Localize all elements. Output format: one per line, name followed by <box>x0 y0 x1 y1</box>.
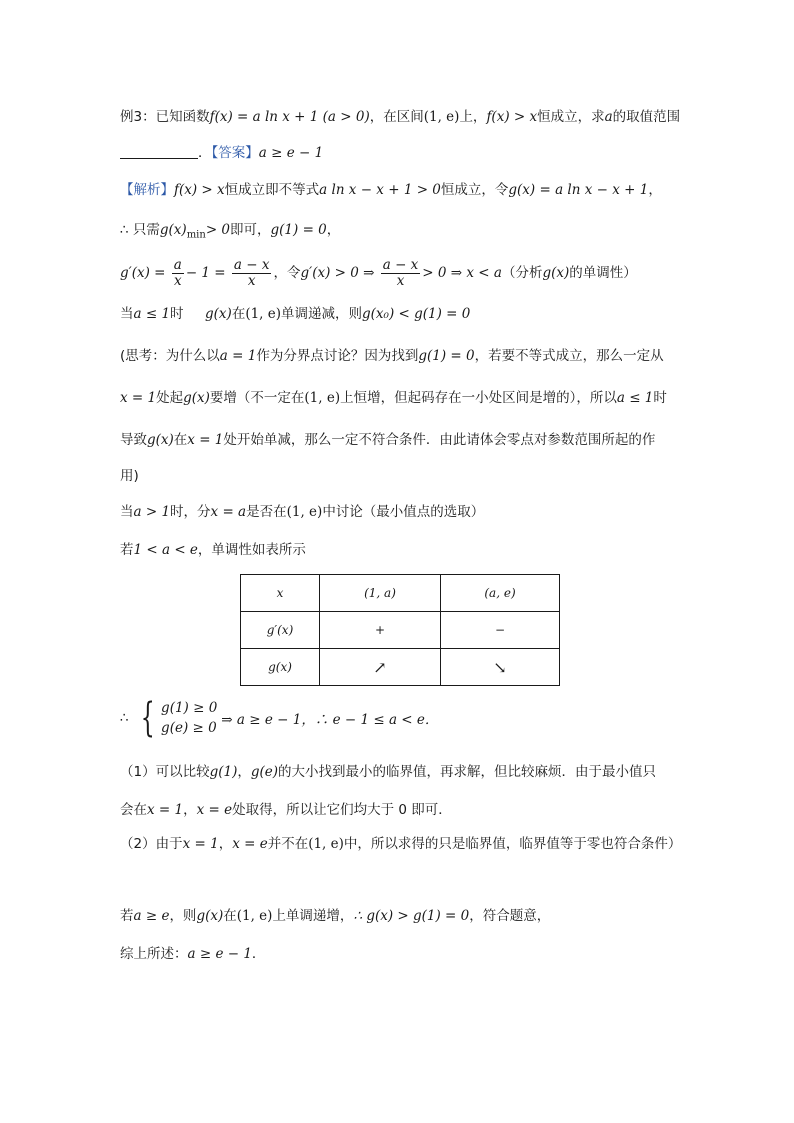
math: g(x) <box>205 306 232 322</box>
text: 当 <box>120 504 134 520</box>
math: (1, e) <box>286 504 323 520</box>
math: g(x₀) < g(1) = 0 <box>362 306 471 322</box>
text: ，单调性如表所示 <box>197 542 306 558</box>
problem-line <box>120 107 680 127</box>
condition: f(x) > x <box>486 109 538 125</box>
table-cell: + <box>320 612 441 649</box>
function-definition: f(x) = a ln x + 1 (a > 0) <box>209 109 370 125</box>
table-cell: g(x) <box>241 649 320 686</box>
math: g′(x) = <box>120 265 166 281</box>
text: ， <box>237 764 251 780</box>
math: x = 1 <box>147 802 184 818</box>
math: ⇒ a ≥ e − 1，∴ e − 1 ≤ a < e． <box>221 712 439 728</box>
math: a ≤ 1 <box>133 306 171 322</box>
inequality-system <box>120 695 439 741</box>
text: ，若要不等式成立，那么一定从 <box>474 348 664 364</box>
math: g(x) <box>147 432 174 448</box>
therefore-symbol: ∴ <box>120 710 129 726</box>
answer-tag: 【答案】 <box>211 145 259 161</box>
numerator: a − x <box>382 256 419 273</box>
text: 的大小找到最小的临界值，再求解，但比较麻烦．由于最小值只 <box>278 764 657 780</box>
text: 恒成立，令 <box>440 182 509 198</box>
analysis-line-4 <box>120 304 470 324</box>
thinking-line-2 <box>120 388 667 408</box>
text: ∴ 只需 <box>120 222 160 238</box>
note-line-3 <box>120 834 681 854</box>
text: 处取得，所以让它们均大于 0 即可． <box>232 802 452 818</box>
text: 单调递减，则 <box>281 306 363 322</box>
fraction <box>232 258 272 289</box>
text: 当 <box>120 306 134 322</box>
text: 作为分界点讨论？因为找到 <box>256 348 419 364</box>
math: (1, e) <box>304 390 341 406</box>
thinking-line-4 <box>120 466 139 486</box>
text: ， <box>326 222 341 238</box>
math: g(x) <box>542 265 570 281</box>
text: 会在 <box>120 802 147 818</box>
text: 综上所述： <box>120 946 188 962</box>
text: (思考：为什么以 <box>120 348 220 364</box>
subscript-min: min <box>186 229 206 241</box>
monotonicity-table <box>240 574 560 686</box>
text: ，令 <box>273 265 301 281</box>
math: (1, e) <box>245 306 282 322</box>
text: ， <box>183 802 197 818</box>
analysis-tag: 【解析】 <box>120 182 174 198</box>
final-line-1 <box>120 906 550 926</box>
table-cell: (a, e) <box>441 575 560 612</box>
math: g(x) <box>183 390 210 406</box>
table-cell: x <box>241 575 320 612</box>
math: g(x) <box>159 222 187 238</box>
denominator: x <box>247 272 256 289</box>
text: 即可， <box>230 222 271 238</box>
text: 上恒增，但起码存在一小处区间是增的），所以 <box>340 390 617 406</box>
math: 1 < a < e <box>133 542 198 558</box>
text: ，符合题意， <box>469 908 551 924</box>
text: ，在区间 <box>369 109 424 125</box>
equation: g(e) ≥ 0 <box>161 720 217 736</box>
math: g(x) <box>196 908 224 924</box>
text: 要增（不一定在 <box>209 390 305 406</box>
fraction <box>172 258 184 289</box>
text: （1）可以比较 <box>120 764 210 780</box>
numerator: a − x <box>233 256 270 273</box>
math: x = e <box>232 836 268 852</box>
math: x = a <box>210 504 247 520</box>
math: g(1) <box>209 764 238 780</box>
math: ∴ g(x) > g(1) = 0 <box>353 908 470 924</box>
math: > 0 <box>205 222 231 238</box>
analysis-line-1 <box>120 180 662 200</box>
table-row <box>241 575 560 612</box>
answer-line: ．【答案】a ≥ e − 1 <box>120 143 323 163</box>
analysis-line-3 <box>120 256 637 290</box>
thinking-line-1 <box>120 346 664 366</box>
math: f(x) > x <box>174 182 225 198</box>
table-cell: (1, a) <box>320 575 441 612</box>
math: a > 1 <box>133 504 171 520</box>
table-cell: g′(x) <box>241 612 320 649</box>
thinking-line-3 <box>120 430 655 450</box>
text: 上单调递增， <box>272 908 354 924</box>
text: 处开始单减，那么一定不符合条件．由此请体会零点对参数范围所起的作 <box>223 432 656 448</box>
text: ， <box>648 182 662 198</box>
text: 若 <box>120 542 134 558</box>
denominator: x <box>173 272 182 289</box>
table-row <box>241 649 560 686</box>
text: 恒成立，求 <box>537 109 605 125</box>
problem-label: 例3：已知函数 <box>120 109 210 125</box>
text: 并不在 <box>267 836 309 852</box>
text: ． <box>251 946 266 962</box>
math: (1, e) <box>236 908 273 924</box>
equation: g(1) ≥ 0 <box>161 700 218 716</box>
math: (1, e) <box>308 836 344 852</box>
text: 在 <box>223 908 237 924</box>
math: a ≥ e <box>133 908 170 924</box>
text: ， <box>218 836 233 852</box>
denominator: x <box>396 272 405 289</box>
note-line-2 <box>120 800 452 820</box>
math: a = 1 <box>219 348 257 364</box>
math: x = 1 <box>182 836 219 852</box>
text: 用) <box>120 468 139 484</box>
text: 是否在 <box>246 504 287 520</box>
math: x = 1 <box>187 432 224 448</box>
math: g(x) = a ln x − x + 1 <box>508 182 649 198</box>
math: a ≤ 1 <box>616 390 654 406</box>
math: x = 1 <box>120 390 157 406</box>
variable-a: a <box>604 109 613 125</box>
increasing-arrow-icon: ↗ <box>320 649 441 686</box>
math: a ≥ e − 1 <box>187 946 252 962</box>
math: g′(x) > 0 ⇒ <box>300 265 375 281</box>
text: 若 <box>120 908 134 924</box>
text: 的取值范围 <box>612 109 681 125</box>
table-cell: − <box>441 612 560 649</box>
text: 中讨论（最小值点的选取） <box>322 504 485 520</box>
text: 在 <box>231 306 246 322</box>
math: a ln x − x + 1 > 0 <box>319 182 441 198</box>
decreasing-arrow-icon: ↘ <box>441 649 560 686</box>
text: （2）由于 <box>120 836 183 852</box>
analysis-line-2 <box>120 220 340 246</box>
text: 时 <box>653 390 667 406</box>
table-row <box>241 612 560 649</box>
text: 处起 <box>156 390 184 406</box>
system-equations <box>161 698 217 738</box>
text: 时，分 <box>170 504 211 520</box>
text: 在 <box>173 432 188 448</box>
interval: (1, e) <box>423 109 460 125</box>
math: g(1) = 0 <box>270 222 327 238</box>
text: 中，所以求得的只是临界值，临界值等于零也符合条件） <box>343 836 682 852</box>
text: （分析 <box>501 265 543 281</box>
brace: { <box>140 695 155 741</box>
math: x = e <box>196 802 233 818</box>
text: 导致 <box>120 432 147 448</box>
text: 恒成立即不等式 <box>224 182 320 198</box>
text: 时 <box>170 306 184 322</box>
note-line-1 <box>120 762 656 782</box>
answer-value: a ≥ e − 1 <box>258 145 324 161</box>
fraction <box>381 258 421 289</box>
text: 的单调性） <box>569 265 637 281</box>
text: 上， <box>459 109 487 125</box>
case2-line-2 <box>120 540 306 560</box>
math: g(e) <box>250 764 279 780</box>
numerator: a <box>173 256 182 273</box>
final-line-2 <box>120 944 265 964</box>
math: − 1 = <box>185 265 226 281</box>
math: g(1) = 0 <box>418 348 475 364</box>
math: > 0 ⇒ x < a <box>422 265 502 281</box>
answer-blank <box>120 144 198 159</box>
case2-line-1 <box>120 502 484 522</box>
text: ，则 <box>169 908 197 924</box>
